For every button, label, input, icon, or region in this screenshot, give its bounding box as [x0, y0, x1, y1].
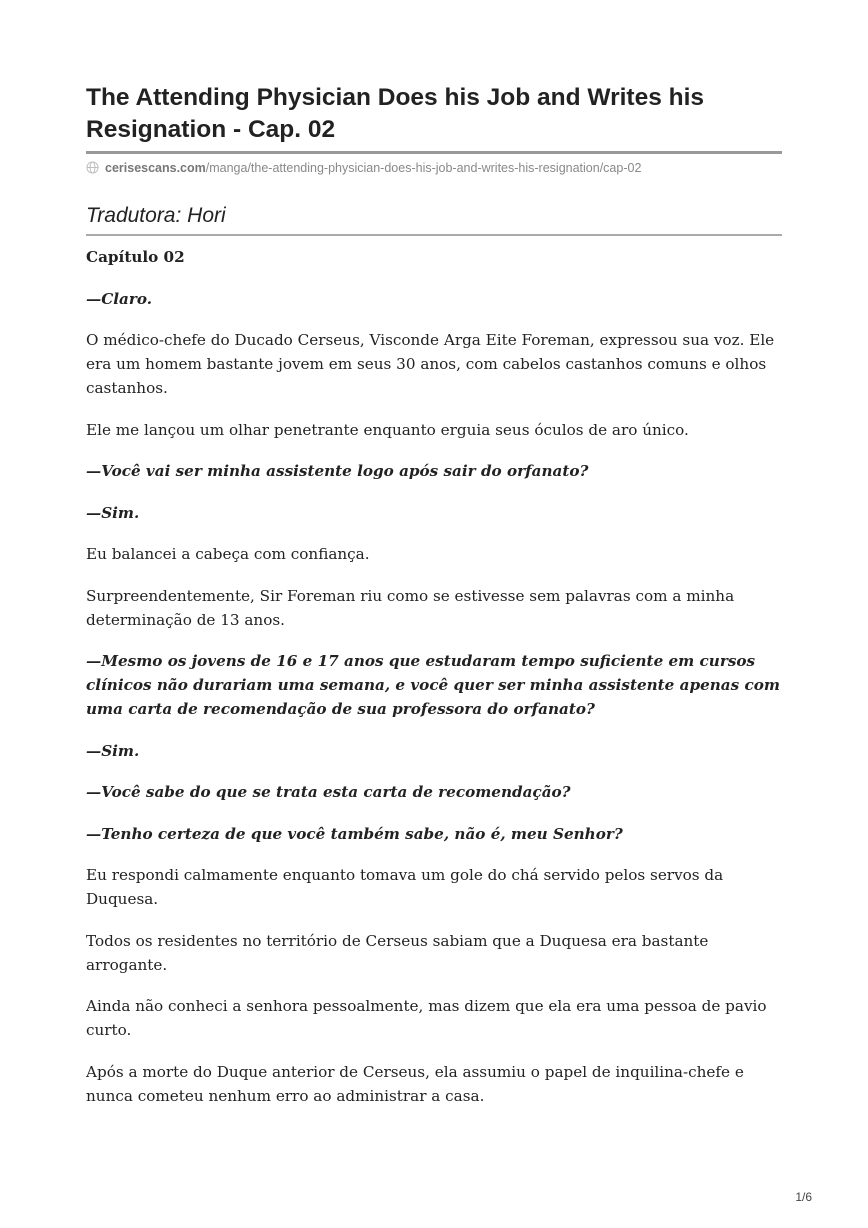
source-url[interactable]: [86, 160, 782, 176]
narration-paragraph: Eu respondi calmamente enquanto tomava um gole do chá servido pelos servos da Duquesa.: [86, 866, 724, 908]
dialogue-line: —Sim.: [86, 503, 140, 522]
narration-paragraph: Surpreendentemente, Sir Foreman riu como se estivesse sem palavras com a minha determinação de 13 anos.: [86, 586, 735, 629]
narration-paragraph: Ainda não conheci a senhora pessoalmente, mas dizem que ela era uma pessoa de pavio curto.: [86, 997, 767, 1039]
page-number: 1/6: [795, 1190, 812, 1204]
dialogue-line: —Você sabe do que se trata esta carta de recomendação?: [86, 783, 571, 801]
page-title: The Attending Physician Does his Job and Writes his Resignation - Cap. 02: [86, 84, 705, 143]
dialogue-line: —Você vai ser minha assistente logo após sair do orfanato?: [86, 462, 589, 480]
dialogue-line: —Mesmo os jovens de 16 e 17 anos que estudaram tempo suficiente em cursos clínicos não durariam uma semana, e você quer ser minha assistente apenas com uma carta de recomendação de sua professora do orfanato?: [86, 652, 780, 718]
title-divider: [86, 151, 782, 154]
chapter-body: [86, 245, 782, 1125]
dialogue-line: —Claro.: [86, 289, 153, 308]
dialogue-line: —Tenho certeza de que você também sabe, não é, meu Senhor?: [86, 824, 623, 843]
narration-paragraph: Ele me lançou um olhar penetrante enquanto erguia seus óculos de aro único.: [86, 420, 689, 439]
narration-paragraph: Todos os residentes no território de Cerseus sabiam que a Duquesa era bastante arrogante.: [86, 931, 709, 974]
url-path[interactable]: /manga/the-attending-physician-does-his-job-and-writes-his-resignation/cap-02: [205, 161, 642, 175]
globe-icon: [86, 161, 99, 174]
translator-divider: [86, 234, 782, 236]
translator-heading: Tradutora: Hori: [86, 204, 226, 227]
narration-paragraph: Eu balancei a cabeça com confiança.: [86, 545, 370, 563]
chapter-heading: Capítulo 02: [86, 248, 185, 266]
narration-paragraph: Após a morte do Duque anterior de Cerseus, ela assumiu o papel de inquilina-chefe e nunca cometeu nenhum erro ao administrar a casa.: [86, 1062, 744, 1105]
narration-paragraph: O médico-chefe do Ducado Cerseus, Visconde Arga Eite Foreman, expressou sua voz. Ele era um homem bastante jovem em seus 30 anos, com cabelos castanhos comuns e olhos castanhos.: [86, 331, 775, 397]
dialogue-line: —Sim.: [86, 741, 140, 760]
url-domain[interactable]: cerisescans.com: [105, 161, 206, 175]
